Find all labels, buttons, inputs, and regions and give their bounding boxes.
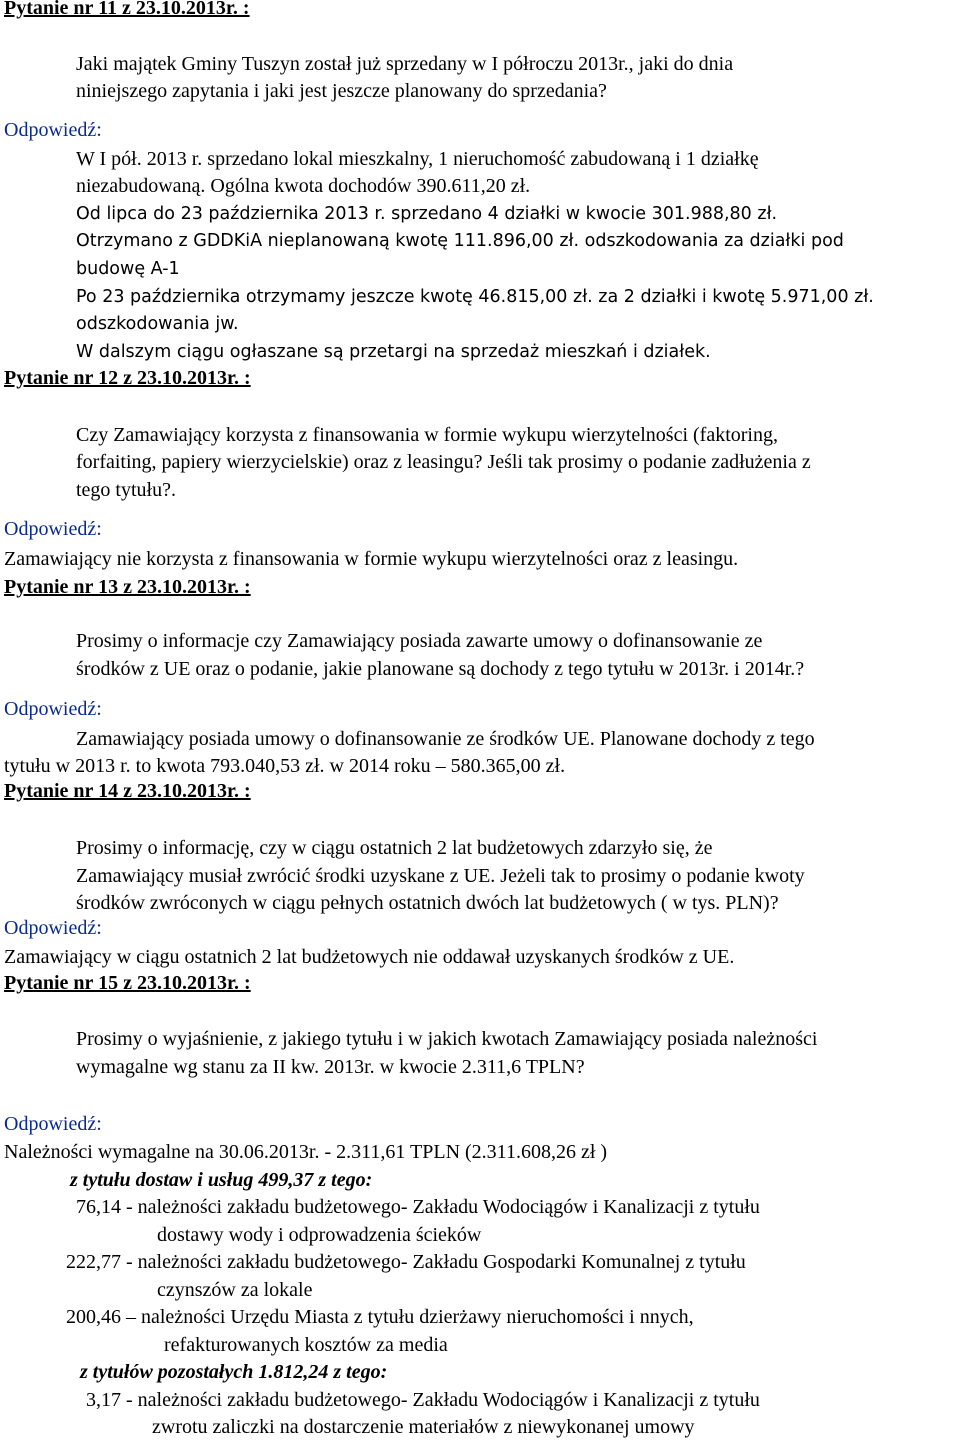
question-12-answer-label: Odpowiedź:	[4, 518, 102, 540]
question-11-title: Pytanie nr 11 z 23.10.2013r. :	[4, 0, 250, 19]
question-14-text-line: środków zwróconych w ciągu pełnych ostatnich dwóch lat budżetowych ( w tys. PLN)?	[76, 892, 779, 914]
question-12-text-line: Czy Zamawiający korzysta z finansowania w formie wykupu wierzytelności (faktoring,	[76, 424, 778, 446]
question-14-answer-line: Zamawiający w ciągu ostatnich 2 lat budżetowych nie oddawał uzyskanych środków z UE.	[4, 946, 735, 968]
question-15-title: Pytanie nr 15 z 23.10.2013r. :	[4, 972, 251, 994]
receivables-group-heading: z tytułów pozostałych 1.812,24 z tego:	[80, 1361, 388, 1383]
question-11-answer-line: odszkodowania jw.	[76, 314, 239, 334]
receivables-item-continuation: czynszów za lokale	[157, 1279, 313, 1301]
question-11-answer-line: W I pół. 2013 r. sprzedano lokal mieszkalny, 1 nieruchomość zabudowaną i 1 działkę	[76, 148, 759, 170]
question-13-answer-line: tytułu w 2013 r. to kwota 793.040,53 zł. w 2014 roku – 580.365,00 zł.	[4, 755, 566, 777]
receivables-group-heading: z tytułu dostaw i usług 499,37 z tego:	[70, 1169, 373, 1191]
receivables-item-continuation: dostawy wody i odprowadzenia ścieków	[157, 1224, 482, 1246]
question-12-text-line: tego tytułu?.	[76, 479, 176, 501]
question-11-answer-line: budowę A-1	[76, 259, 180, 279]
receivables-item: 3,17 - należności zakładu budżetowego- Zakładu Wodociągów i Kanalizacji z tytułu	[86, 1389, 760, 1411]
question-15-answer-label: Odpowiedź:	[4, 1113, 102, 1135]
question-14-text-line: Prosimy o informację, czy w ciągu ostatnich 2 lat budżetowych zdarzyło się, że	[76, 837, 713, 859]
question-11-answer-label: Odpowiedź:	[4, 119, 102, 141]
question-15-text-line: Prosimy o wyjaśnienie, z jakiego tytułu i w jakich kwotach Zamawiający posiada należności	[76, 1028, 818, 1050]
question-11-text-line: niniejszego zapytania i jaki jest jeszcze planowany do sprzedania?	[76, 80, 607, 102]
question-14-answer-label: Odpowiedź:	[4, 917, 102, 939]
question-15-text-line: wymagalne wg stanu za II kw. 2013r. w kwocie 2.311,6 TPLN?	[76, 1056, 585, 1078]
question-11-answer-line: W dalszym ciągu ogłaszane są przetargi na sprzedaż mieszkań i działek.	[76, 342, 711, 362]
question-12-text-line: forfaiting, papiery wierzycielskie) oraz z leasingu? Jeśli tak prosimy o podanie zadłużenia z	[76, 451, 811, 473]
question-13-text-line: Prosimy o informacje czy Zamawiający posiada zawarte umowy o dofinansowanie ze	[76, 630, 763, 652]
question-11-text-line: Jaki majątek Gminy Tuszyn został już sprzedany w I półroczu 2013r., jaki do dnia	[76, 53, 734, 75]
question-14-title: Pytanie nr 14 z 23.10.2013r. :	[4, 780, 251, 802]
question-12-answer-line: Zamawiający nie korzysta z finansowania w formie wykupu wierzytelności oraz z leasingu.	[4, 548, 739, 570]
receivables-item-continuation: refakturowanych kosztów za media	[164, 1334, 448, 1356]
question-14-text-line: Zamawiający musiał zwrócić środki uzyskane z UE. Jeżeli tak to prosimy o podanie kwoty	[76, 865, 805, 887]
question-11-answer-line: Po 23 października otrzymamy jeszcze kwotę 46.815,00 zł. za 2 działki i kwotę 5.971,00 zł.	[76, 287, 874, 307]
receivables-item-continuation: zwrotu zaliczki na dostarczenie materiałów z niewykonanej umowy	[152, 1416, 695, 1438]
question-15-answer-line: Należności wymagalne na 30.06.2013r. - 2.311,61 TPLN (2.311.608,26 zł )	[4, 1141, 608, 1163]
question-13-answer-label: Odpowiedź:	[4, 698, 102, 720]
question-13-answer-line: Zamawiający posiada umowy o dofinansowanie ze środków UE. Planowane dochody z tego	[76, 728, 815, 750]
receivables-item: 222,77 - należności zakładu budżetowego- Zakładu Gospodarki Komunalnej z tytułu	[66, 1251, 746, 1273]
question-12-title: Pytanie nr 12 z 23.10.2013r. :	[4, 367, 251, 389]
receivables-item: 76,14 - należności zakładu budżetowego- Zakładu Wodociągów i Kanalizacji z tytułu	[76, 1196, 760, 1218]
question-13-title: Pytanie nr 13 z 23.10.2013r. :	[4, 576, 251, 598]
question-13-text-line: środków z UE oraz o podanie, jakie planowane są dochody z tego tytułu w 2013r. i 2014r.?	[76, 658, 805, 680]
receivables-item: 200,46 – należności Urzędu Miasta z tytułu dzierżawy nieruchomości i nnych,	[66, 1306, 694, 1328]
question-11-answer-line: Otrzymano z GDDKiA nieplanowaną kwotę 111.896,00 zł. odszkodowania za działki pod	[76, 231, 844, 251]
question-11-answer-line: niezabudowaną. Ogólna kwota dochodów 390.611,20 zł.	[76, 175, 531, 197]
question-11-answer-line: Od lipca do 23 października 2013 r. sprzedano 4 działki w kwocie 301.988,80 zł.	[76, 204, 778, 224]
